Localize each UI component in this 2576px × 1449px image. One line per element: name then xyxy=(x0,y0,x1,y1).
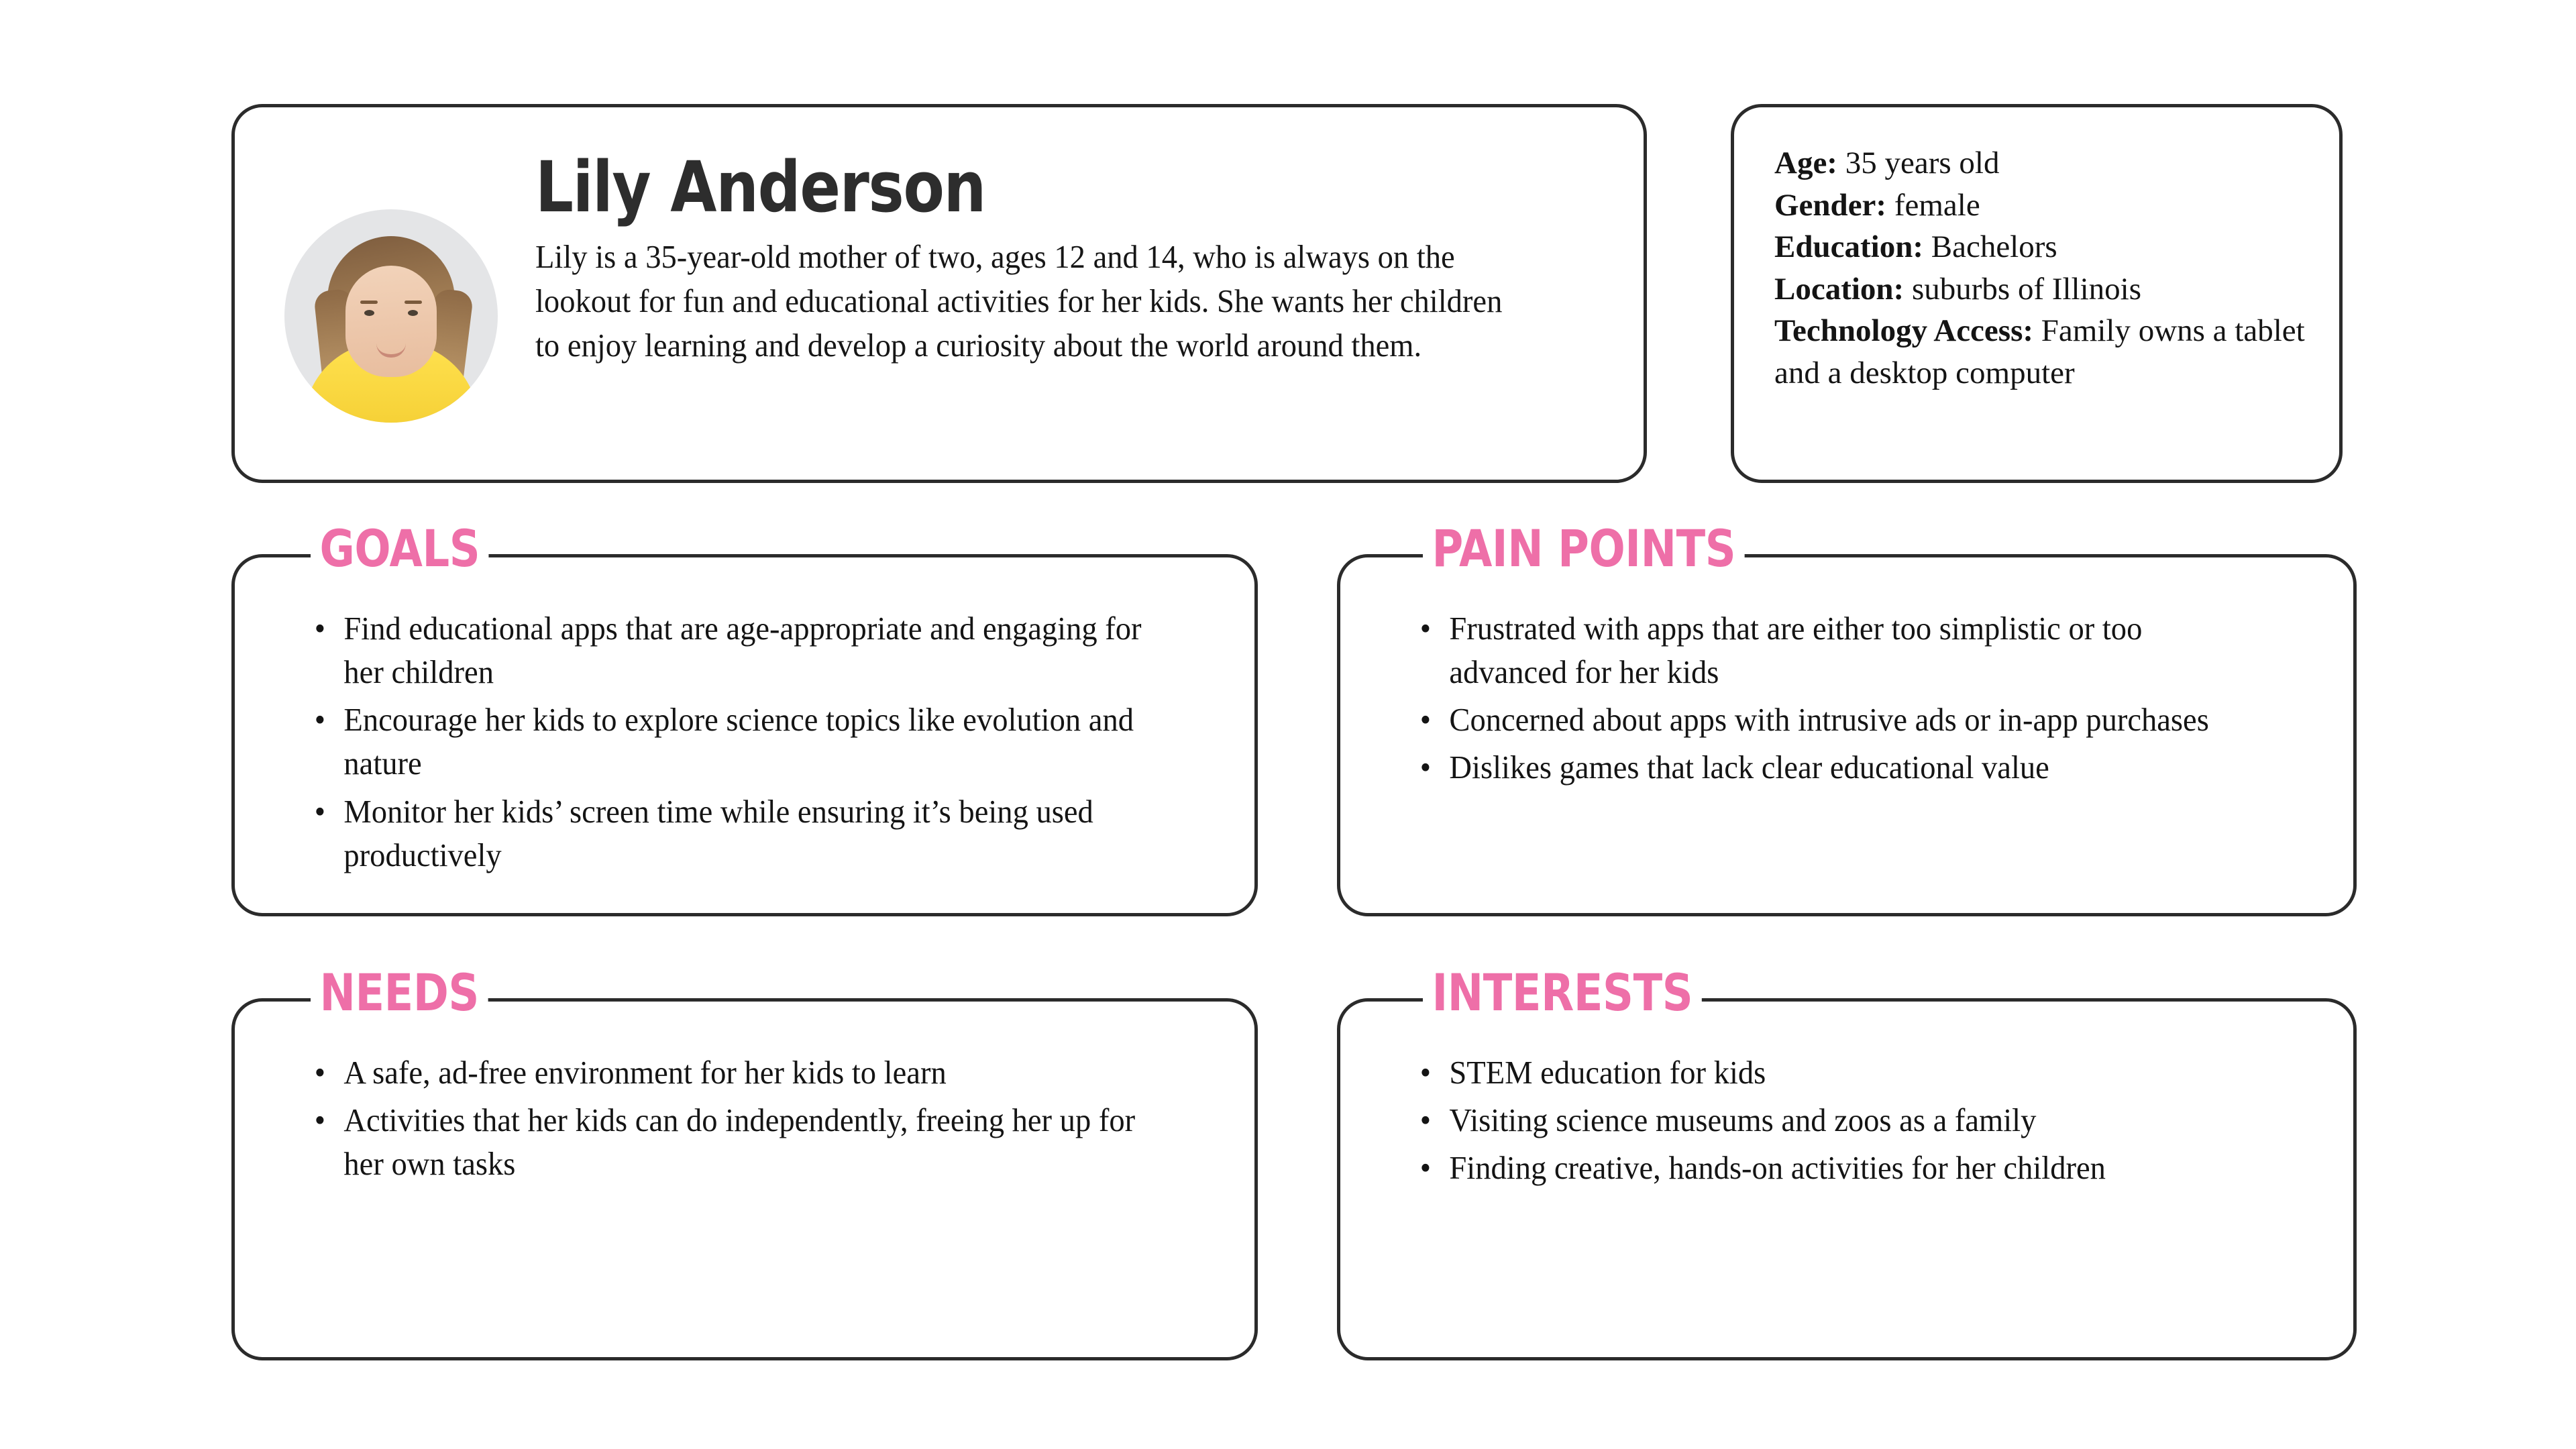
bullet-icon: • xyxy=(1419,701,1431,739)
demographic-value: Bachelors xyxy=(1923,229,2057,264)
demographics-list xyxy=(1774,142,2307,394)
needs-title: NEEDS xyxy=(311,967,488,1018)
list-item-text: Encourage her kids to explore science topics like evolution and nature xyxy=(343,701,1134,782)
list-item-text: Find educational apps that are age-appropriate and engaging for her children xyxy=(343,610,1142,691)
list-item-text: Activities that her kids can do independently, freeing her up for her own tasks xyxy=(343,1102,1136,1183)
list-item-text: Concerned about apps with intrusive ads or in-app purchases xyxy=(1449,701,2209,739)
bullet-icon: • xyxy=(314,610,325,647)
profile-text-block xyxy=(535,142,1606,368)
avatar xyxy=(284,209,498,423)
goals-body xyxy=(231,606,1258,881)
demographic-row xyxy=(1774,226,2307,268)
demographic-label: Location: xyxy=(1774,271,1904,307)
avatar-photo xyxy=(284,209,498,423)
pain-points-title: PAIN POINTS xyxy=(1423,523,1745,574)
goals-title: GOALS xyxy=(311,523,489,574)
bullet-icon: • xyxy=(314,1054,325,1091)
bullet-icon: • xyxy=(1419,610,1431,647)
demographic-row xyxy=(1774,184,2307,227)
demographic-value: 35 years old xyxy=(1837,146,2000,180)
avatar-brow-left xyxy=(360,301,378,304)
list-item xyxy=(1416,1051,2264,1094)
bullet-icon: • xyxy=(314,701,325,739)
needs-list xyxy=(311,1051,1210,1185)
bullet-icon: • xyxy=(1419,749,1431,786)
goals-card xyxy=(231,519,1258,916)
bullet-icon: • xyxy=(314,792,325,830)
list-item xyxy=(1416,1098,2264,1142)
demographic-label: Gender: xyxy=(1774,187,1887,223)
list-item xyxy=(1416,1146,2264,1189)
needs-card xyxy=(231,963,1258,1360)
list-item-text: STEM education for kids xyxy=(1449,1054,1766,1091)
avatar-mouth xyxy=(376,343,406,358)
demographic-value: female xyxy=(1886,187,1980,223)
list-item-text: Finding creative, hands-on activities for her children xyxy=(1449,1149,2106,1187)
bullet-icon: • xyxy=(314,1102,325,1139)
list-item-text: Frustrated with apps that are either too simplistic or too advanced for her kids xyxy=(1449,610,2143,691)
demographic-value: suburbs of Illinois xyxy=(1904,271,2142,307)
list-item xyxy=(1416,698,2264,741)
list-item-text: A safe, ad-free environment for her kids to learn xyxy=(343,1054,947,1091)
bullet-icon: • xyxy=(1419,1054,1431,1091)
list-item xyxy=(1416,745,2264,789)
bullet-icon: • xyxy=(1419,1102,1431,1139)
goals-list xyxy=(311,606,1210,877)
demographic-value: Family owns a tablet and a desktop computer xyxy=(1774,313,2305,390)
pain-points-card xyxy=(1337,519,2357,916)
profile-bio: Lily is a 35-year-old mother of two, ages 12 and 14, who is always on the lookout for fun and educational activities for her kids. She wants her children to enjoy learning and develop a curiosity about the world around them. xyxy=(535,238,1503,364)
demographic-label: Education: xyxy=(1774,229,1923,264)
pain-points-body xyxy=(1337,606,2357,794)
interests-list xyxy=(1416,1051,2308,1189)
demographic-label: Age: xyxy=(1774,146,1837,180)
demographic-row xyxy=(1774,310,2307,394)
list-item xyxy=(311,698,1165,785)
avatar-brow-right xyxy=(405,301,422,304)
avatar-face xyxy=(345,266,437,377)
avatar-eye-left xyxy=(364,310,374,316)
demographic-row xyxy=(1774,142,2307,184)
profile-card xyxy=(231,104,1647,483)
list-item xyxy=(311,1051,1165,1094)
interests-body xyxy=(1337,1051,2357,1193)
list-item xyxy=(311,1098,1165,1185)
demographics-card xyxy=(1731,104,2343,483)
page-title: Lily Anderson xyxy=(535,146,986,228)
list-item xyxy=(311,790,1165,877)
interests-card xyxy=(1337,963,2357,1360)
list-item-text: Monitor her kids’ screen time while ensuring it’s being used productively xyxy=(343,792,1093,873)
list-item-text: Visiting science museums and zoos as a family xyxy=(1449,1102,2037,1139)
demographic-label: Technology Access: xyxy=(1774,313,2034,348)
bullet-icon: • xyxy=(1419,1149,1431,1187)
needs-body xyxy=(231,1051,1258,1189)
list-item xyxy=(311,606,1165,694)
interests-title: INTERESTS xyxy=(1423,967,1702,1018)
list-item xyxy=(1416,606,2264,694)
pain-points-list xyxy=(1416,606,2308,790)
list-item-text: Dislikes games that lack clear educational value xyxy=(1449,749,2049,786)
avatar-eye-right xyxy=(408,310,418,316)
demographic-row xyxy=(1774,268,2307,311)
